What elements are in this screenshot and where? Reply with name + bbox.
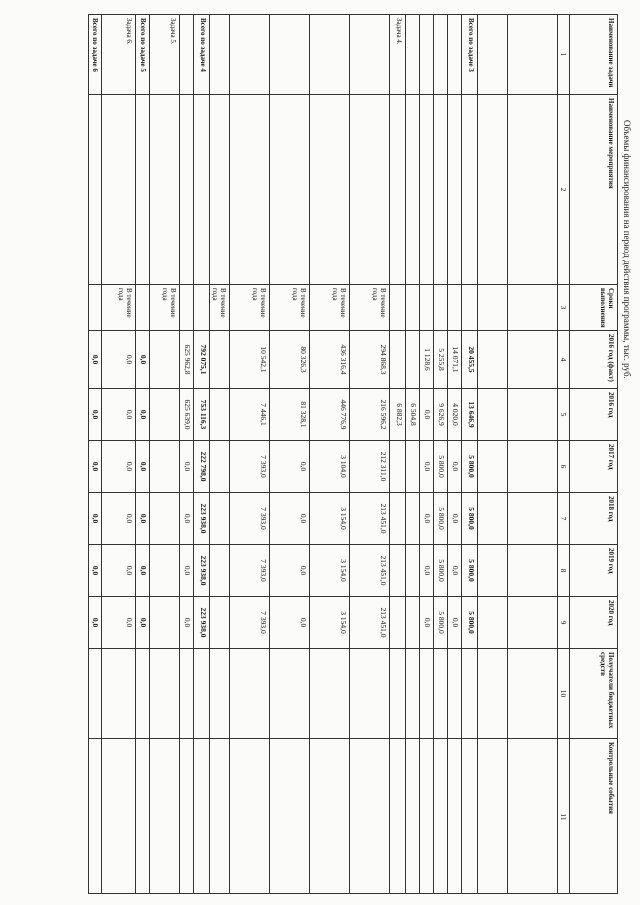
control-event-cell: [136, 739, 149, 895]
amount-cell: 9 626,9: [434, 389, 447, 441]
amount-cell: 6 504,8: [406, 389, 419, 441]
recipient-cell: [406, 649, 419, 739]
amount-cell: 0,0: [102, 545, 135, 597]
control-event-cell: [270, 739, 309, 895]
control-event-cell: [89, 739, 101, 895]
amount-cell: [150, 389, 179, 441]
amount-cell: 3 104,0: [310, 441, 349, 493]
column-number: 5: [558, 389, 569, 441]
amount-cell: 0,0: [420, 441, 433, 493]
event-name-cell: [508, 95, 557, 285]
amount-cell: 0,0: [420, 389, 433, 441]
amount-cell: 10 542,1: [230, 331, 269, 389]
event-name-cell: [390, 95, 405, 285]
column-number: 9: [558, 597, 569, 649]
header-recipient: Получатели бюджетных средств: [570, 649, 617, 739]
amount-cell: 7 393,0: [230, 545, 269, 597]
amount-cell: 0,0: [448, 493, 461, 545]
amount-cell: 3 154,0: [310, 545, 349, 597]
amount-cell: 5 800,0: [462, 441, 477, 493]
task-name-cell: Задача 4.: [390, 15, 405, 95]
amount-cell: 212 311,0: [350, 441, 389, 493]
deadline-cell: В течение года: [230, 285, 269, 331]
amount-cell: 6 882,3: [390, 389, 405, 441]
amount-cell: [406, 545, 419, 597]
amount-cell: [150, 545, 179, 597]
control-event-cell: [406, 739, 419, 895]
deadline-cell: [180, 285, 193, 331]
column-number: 11: [559, 813, 568, 821]
amount-cell: 1 128,6: [420, 331, 433, 389]
column-number: 10: [558, 649, 569, 739]
task-name-cell: [180, 15, 193, 95]
amount-cell: 0,0: [420, 545, 433, 597]
event-name-cell: [310, 95, 349, 285]
header-y2018: 2018 год: [570, 493, 617, 545]
amount-cell: 0,0: [102, 597, 135, 649]
amount-cell: 0,0: [136, 389, 149, 441]
deadline-cell: [434, 285, 447, 331]
amount-cell: 0,0: [102, 331, 135, 389]
amount-cell: [508, 389, 557, 441]
amount-cell: 0,0: [180, 441, 193, 493]
amount-cell: 5 800,0: [462, 597, 477, 649]
amount-cell: 0,0: [270, 441, 309, 493]
amount-cell: 20 455,5: [462, 331, 477, 389]
deadline-cell: [390, 285, 405, 331]
amount-cell: 0,0: [89, 493, 101, 545]
event-name-cell: [102, 95, 135, 285]
column-number: 7: [558, 493, 569, 545]
table-row: [462, 14, 478, 894]
amount-cell: 0,0: [136, 441, 149, 493]
amount-cell: 5 800,0: [434, 493, 447, 545]
column-number: 3: [558, 285, 569, 331]
amount-cell: [210, 331, 229, 389]
amount-cell: [390, 441, 405, 493]
amount-cell: [478, 331, 507, 389]
event-name-cell: [270, 95, 309, 285]
control-event-cell: [420, 739, 433, 895]
table-row: [478, 14, 508, 894]
amount-cell: 222 798,0: [194, 441, 209, 493]
amount-cell: 0,0: [89, 389, 101, 441]
recipient-cell: [508, 649, 557, 739]
amount-cell: [390, 597, 405, 649]
amount-cell: 81 328,1: [270, 389, 309, 441]
control-event-cell: [448, 739, 461, 895]
recipient-cell: [210, 649, 229, 739]
amount-cell: 0,0: [89, 331, 101, 389]
amount-cell: 5 800,0: [462, 545, 477, 597]
amount-cell: 14 071,1: [448, 331, 461, 389]
deadline-cell: [194, 285, 209, 331]
amount-cell: 0,0: [89, 597, 101, 649]
header-y2017: 2017 год: [570, 441, 617, 493]
control-event-cell: [210, 739, 229, 895]
deadline-cell: [136, 285, 149, 331]
amount-cell: [406, 441, 419, 493]
recipient-cell: [350, 649, 389, 739]
event-name-cell: [448, 95, 461, 285]
amount-cell: 294 868,3: [350, 331, 389, 389]
control-event-cell: [230, 739, 269, 895]
deadline-cell: [448, 285, 461, 331]
task-name-cell: [420, 15, 433, 95]
event-name-cell: [350, 95, 389, 285]
amount-cell: 625 639,0: [180, 389, 193, 441]
deadline-cell: В течение года: [210, 285, 229, 331]
event-name-cell: [420, 95, 433, 285]
amount-cell: 5 800,0: [434, 441, 447, 493]
amount-cell: 7 393,0: [230, 597, 269, 649]
amount-cell: [150, 597, 179, 649]
amount-cell: 213 451,0: [350, 493, 389, 545]
amount-cell: [478, 545, 507, 597]
control-event-cell: [350, 739, 389, 895]
table-row: [210, 14, 230, 894]
header-name-event: Наименование мероприятия: [570, 95, 617, 285]
header-y2020: 2020 год: [570, 597, 617, 649]
recipient-cell: [390, 649, 405, 739]
amount-cell: 0,0: [448, 441, 461, 493]
task-name-cell: Всего по задаче 4: [194, 15, 209, 95]
recipient-cell: [478, 649, 507, 739]
amount-cell: [478, 493, 507, 545]
header-deadline: Сроки выполнения: [570, 285, 617, 331]
recipient-cell: [270, 649, 309, 739]
event-name-cell: [406, 95, 419, 285]
amount-cell: 7 393,0: [230, 493, 269, 545]
amount-cell: 3 154,0: [310, 493, 349, 545]
table-row: [270, 14, 310, 894]
deadline-cell: [420, 285, 433, 331]
recipient-cell: [136, 649, 149, 739]
amount-cell: 223 938,0: [194, 493, 209, 545]
recipient-cell: [420, 649, 433, 739]
amount-cell: [508, 493, 557, 545]
amount-cell: [478, 441, 507, 493]
control-event-cell: [434, 739, 447, 895]
column-number: 1: [558, 15, 569, 95]
amount-cell: 446 776,9: [310, 389, 349, 441]
column-number-row: [558, 14, 570, 894]
amount-cell: 0,0: [270, 545, 309, 597]
amount-cell: [150, 493, 179, 545]
deadline-cell: [462, 285, 477, 331]
recipient-cell: [434, 649, 447, 739]
control-event-cell: [462, 739, 477, 895]
task-name-cell: [448, 15, 461, 95]
deadline-cell: В течение года: [350, 285, 389, 331]
event-name-cell: [478, 95, 507, 285]
column-number: 6: [558, 441, 569, 493]
amount-cell: 5 800,0: [434, 597, 447, 649]
amount-cell: [210, 597, 229, 649]
task-name-cell: Всего по задаче 5: [136, 15, 149, 95]
table-row: [150, 14, 180, 894]
table-row: [180, 14, 194, 894]
table-caption: Объемы финансирования на период действия программы, тыс. руб.: [622, 120, 632, 379]
table-row: [88, 14, 102, 894]
recipient-cell: [89, 649, 101, 739]
amount-cell: 0,0: [102, 389, 135, 441]
task-name-cell: [508, 15, 557, 95]
amount-cell: [150, 331, 179, 389]
amount-cell: 13 646,9: [462, 389, 477, 441]
table-row: [406, 14, 420, 894]
amount-cell: [390, 493, 405, 545]
task-name-cell: [210, 15, 229, 95]
amount-cell: 0,0: [180, 545, 193, 597]
header-y2019: 2019 год: [570, 545, 617, 597]
amount-cell: [406, 331, 419, 389]
amount-cell: [406, 493, 419, 545]
table-row: [350, 14, 390, 894]
amount-cell: 0,0: [420, 493, 433, 545]
event-name-cell: [434, 95, 447, 285]
event-name-cell: [180, 95, 193, 285]
column-number: 4: [558, 331, 569, 389]
amount-cell: [210, 389, 229, 441]
amount-cell: 625 962,8: [180, 331, 193, 389]
amount-cell: 0,0: [89, 441, 101, 493]
event-name-cell: [230, 95, 269, 285]
recipient-cell: [448, 649, 461, 739]
amount-cell: [390, 331, 405, 389]
amount-cell: [210, 493, 229, 545]
amount-cell: 0,0: [180, 597, 193, 649]
table-row: [230, 14, 270, 894]
recipient-cell: [462, 649, 477, 739]
amount-cell: [508, 331, 557, 389]
amount-cell: [508, 597, 557, 649]
task-name-cell: [478, 15, 507, 95]
amount-cell: 7 393,0: [230, 441, 269, 493]
deadline-cell: В течение года: [310, 285, 349, 331]
amount-cell: 436 316,4: [310, 331, 349, 389]
task-name-cell: [310, 15, 349, 95]
task-name-cell: Всего по задаче 3: [462, 15, 477, 95]
event-name-cell: [136, 95, 149, 285]
task-name-cell: [350, 15, 389, 95]
amount-cell: 4 020,0: [448, 389, 461, 441]
amount-cell: 3 154,0: [310, 597, 349, 649]
deadline-cell: [89, 285, 101, 331]
amount-cell: 5 255,8: [434, 331, 447, 389]
control-event-cell: [508, 739, 557, 895]
amount-cell: 5 800,0: [462, 493, 477, 545]
table-row: [136, 14, 150, 894]
event-name-cell: [462, 95, 477, 285]
event-name-cell: [210, 95, 229, 285]
amount-cell: 0,0: [270, 493, 309, 545]
amount-cell: 223 938,0: [194, 597, 209, 649]
deadline-cell: В течение года: [102, 285, 135, 331]
recipient-cell: [230, 649, 269, 739]
amount-cell: 216 596,2: [350, 389, 389, 441]
amount-cell: 213 451,0: [350, 545, 389, 597]
header-control: Контрольные события: [607, 742, 615, 814]
amount-cell: 0,0: [448, 597, 461, 649]
amount-cell: 0,0: [102, 441, 135, 493]
event-name-cell: [150, 95, 179, 285]
amount-cell: 0,0: [136, 545, 149, 597]
control-event-cell: [390, 739, 405, 895]
task-name-cell: [230, 15, 269, 95]
table-row: [194, 14, 210, 894]
table-row: [508, 14, 558, 894]
amount-cell: 80 326,3: [270, 331, 309, 389]
event-name-cell: [194, 95, 209, 285]
table-header-row: [570, 14, 618, 894]
amount-cell: 0,0: [136, 331, 149, 389]
amount-cell: 0,0: [180, 493, 193, 545]
amount-cell: 0,0: [448, 545, 461, 597]
header-name-task: Наименование задачи: [570, 15, 617, 95]
amount-cell: 792 075,1: [194, 331, 209, 389]
amount-cell: 0,0: [136, 493, 149, 545]
amount-cell: 5 800,0: [434, 545, 447, 597]
amount-cell: [150, 441, 179, 493]
amount-cell: 213 451,0: [350, 597, 389, 649]
control-event-cell: [150, 739, 179, 895]
task-name-cell: [270, 15, 309, 95]
column-number: 2: [558, 95, 569, 285]
amount-cell: 753 116,3: [194, 389, 209, 441]
deadline-cell: В течение года: [270, 285, 309, 331]
deadline-cell: [406, 285, 419, 331]
table-row: [448, 14, 462, 894]
amount-cell: [210, 545, 229, 597]
amount-cell: [210, 441, 229, 493]
control-event-cell: [478, 739, 507, 895]
amount-cell: 0,0: [136, 597, 149, 649]
recipient-cell: [310, 649, 349, 739]
task-name-cell: [434, 15, 447, 95]
amount-cell: [478, 389, 507, 441]
amount-cell: [406, 597, 419, 649]
control-event-cell: [180, 739, 193, 895]
deadline-cell: [478, 285, 507, 331]
deadline-cell: В течение года: [150, 285, 179, 331]
table-row: [102, 14, 136, 894]
amount-cell: [390, 545, 405, 597]
task-name-cell: Всего по задаче 6: [89, 15, 101, 95]
task-name-cell: [406, 15, 419, 95]
amount-cell: 223 938,0: [194, 545, 209, 597]
header-y2016b: 2016 год: [570, 389, 617, 441]
recipient-cell: [194, 649, 209, 739]
column-number: 8: [558, 545, 569, 597]
control-event-cell: [102, 739, 135, 895]
header-y2016: 2016 год (факт): [570, 331, 617, 389]
amount-cell: [508, 545, 557, 597]
event-name-cell: [89, 95, 101, 285]
amount-cell: 0,0: [420, 597, 433, 649]
table-row: [390, 14, 406, 894]
control-event-cell: [194, 739, 209, 895]
amount-cell: 7 446,1: [230, 389, 269, 441]
amount-cell: 0,0: [270, 597, 309, 649]
amount-cell: [478, 597, 507, 649]
amount-cell: [508, 441, 557, 493]
amount-cell: 0,0: [89, 545, 101, 597]
amount-cell: 0,0: [102, 493, 135, 545]
recipient-cell: [150, 649, 179, 739]
table-row: [434, 14, 448, 894]
control-event-cell: [310, 739, 349, 895]
deadline-cell: [508, 285, 557, 331]
table-row: [420, 14, 434, 894]
recipient-cell: [180, 649, 193, 739]
recipient-cell: [102, 649, 135, 739]
task-name-cell: Задача 5.: [150, 15, 179, 95]
task-name-cell: Задача 6.: [102, 15, 135, 95]
table-row: [310, 14, 350, 894]
